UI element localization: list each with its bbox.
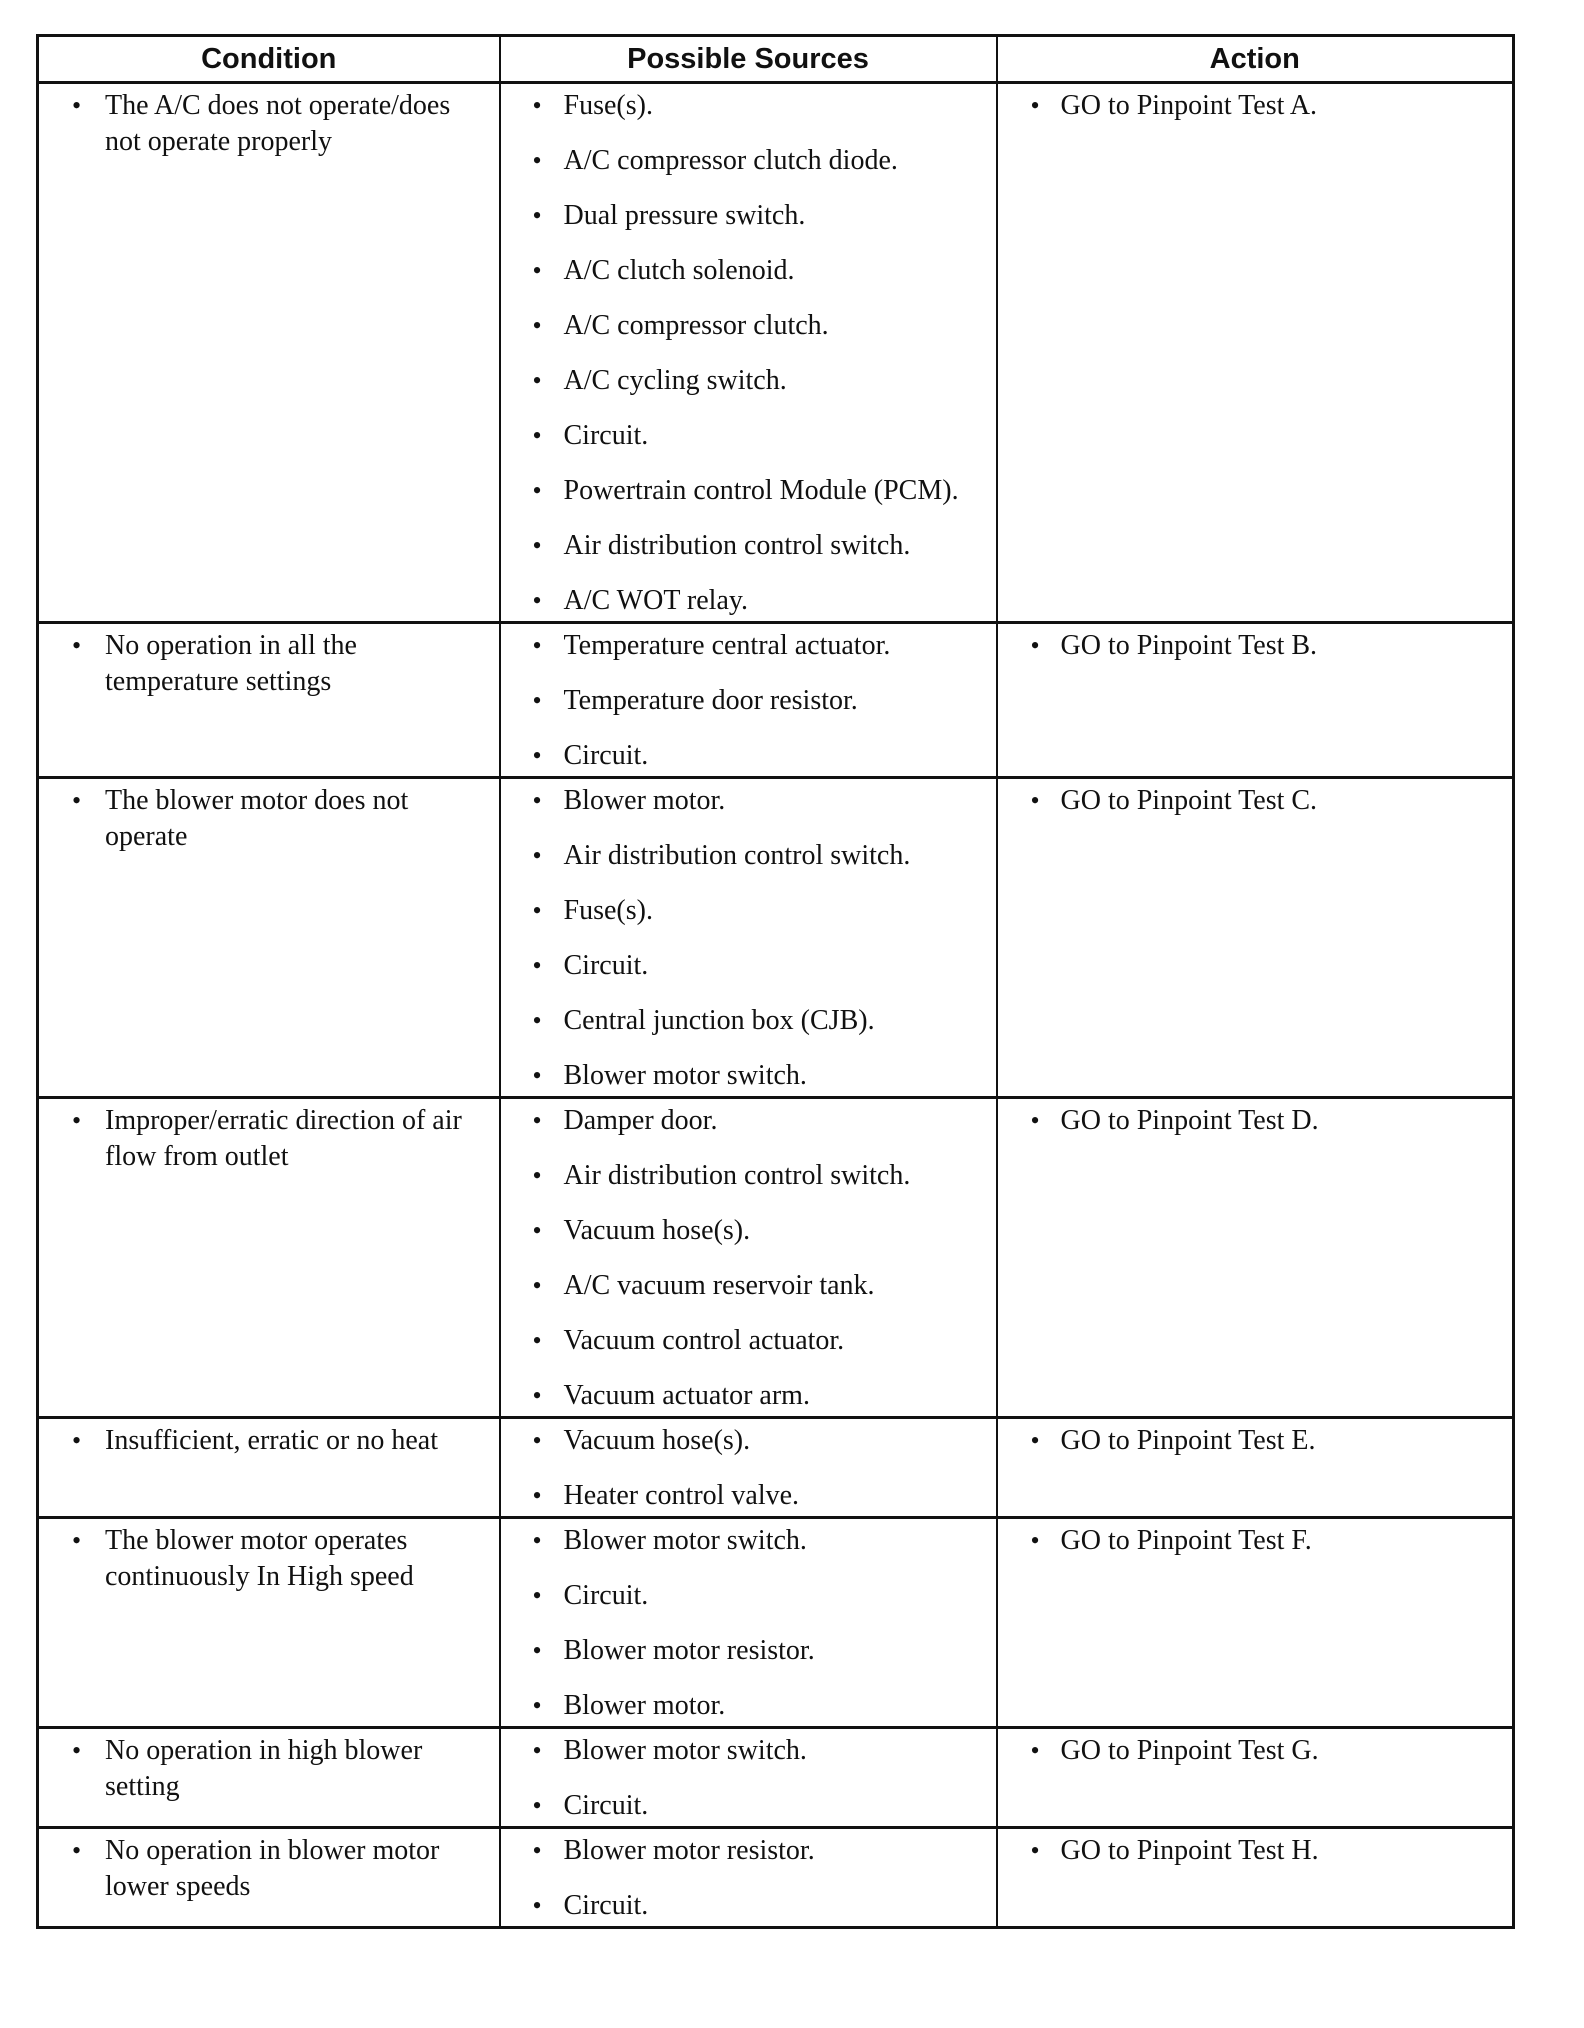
bullet-icon: • <box>1030 786 1040 815</box>
source-text: Temperature door resistor. <box>563 685 858 716</box>
table-header-row <box>38 36 1514 83</box>
condition-list <box>39 84 499 160</box>
source-item <box>501 1833 986 1869</box>
table-row <box>38 83 1514 623</box>
source-text: Blower motor resistor. <box>563 1635 815 1666</box>
action-item <box>998 1523 1503 1559</box>
source-item <box>501 1213 986 1249</box>
action-item <box>998 628 1503 664</box>
source-text: Central junction box (CJB). <box>563 1005 875 1036</box>
condition-cell <box>38 1728 500 1828</box>
condition-item <box>39 1423 487 1459</box>
bullet-icon: • <box>1030 1426 1040 1455</box>
bullet-icon: • <box>532 256 542 285</box>
condition-cell <box>38 83 500 623</box>
action-cell <box>997 623 1514 778</box>
table-row <box>38 1828 1514 1928</box>
header-possible-sources: Possible Sources <box>500 36 997 83</box>
action-item <box>998 1103 1503 1139</box>
bullet-icon: • <box>532 951 542 980</box>
action-list <box>998 779 1513 819</box>
diagnosis-table-container <box>36 34 1512 1929</box>
possible-sources-list <box>501 624 996 776</box>
source-item <box>501 1733 986 1769</box>
bullet-icon: • <box>532 1006 542 1035</box>
action-list <box>998 1099 1513 1139</box>
source-text: Heater control valve. <box>563 1480 800 1511</box>
condition-text: Insufficient, erratic or no heat <box>105 1425 439 1456</box>
condition-item <box>39 1523 487 1595</box>
bullet-icon: • <box>532 786 542 815</box>
bullet-icon: • <box>1030 631 1040 660</box>
action-item <box>998 1423 1503 1459</box>
bullet-icon: • <box>532 841 542 870</box>
source-item <box>501 1523 986 1559</box>
bullet-icon: • <box>72 1106 82 1135</box>
bullet-icon: • <box>1030 1836 1040 1865</box>
bullet-icon: • <box>1030 1736 1040 1765</box>
source-item <box>501 1633 986 1669</box>
action-item <box>998 1833 1503 1869</box>
bullet-icon: • <box>532 311 542 340</box>
condition-list <box>39 624 499 700</box>
source-text: Air distribution control switch. <box>563 1160 911 1191</box>
action-list <box>998 1829 1513 1869</box>
table-body <box>38 83 1514 1928</box>
condition-cell <box>38 1518 500 1728</box>
source-text: Blower motor switch. <box>563 1735 807 1766</box>
header-action: Action <box>997 36 1514 83</box>
action-list <box>998 624 1513 664</box>
source-item <box>501 583 986 619</box>
table-row <box>38 1518 1514 1728</box>
source-text: Blower motor switch. <box>563 1060 807 1091</box>
source-text: Blower motor switch. <box>563 1525 807 1556</box>
bullet-icon: • <box>532 1426 542 1455</box>
bullet-icon: • <box>532 1061 542 1090</box>
action-cell <box>997 1828 1514 1928</box>
source-item <box>501 253 986 289</box>
source-text: Circuit. <box>563 1790 649 1821</box>
action-text: GO to Pinpoint Test F. <box>1060 1525 1312 1556</box>
condition-item <box>39 628 487 700</box>
source-text: Air distribution control switch. <box>563 530 911 561</box>
source-text: A/C WOT relay. <box>563 585 749 616</box>
possible-sources-list <box>501 1099 996 1416</box>
bullet-icon: • <box>532 686 542 715</box>
condition-cell <box>38 1098 500 1418</box>
source-item <box>501 1103 986 1139</box>
action-text: GO to Pinpoint Test A. <box>1060 90 1318 121</box>
source-item <box>501 948 986 984</box>
source-text: Dual pressure switch. <box>563 200 806 231</box>
bullet-icon: • <box>532 91 542 120</box>
source-text: Damper door. <box>563 1105 718 1136</box>
condition-item <box>39 88 487 160</box>
bullet-icon: • <box>532 1381 542 1410</box>
header-condition: Condition <box>38 36 500 83</box>
bullet-icon: • <box>532 1526 542 1555</box>
condition-text: Improper/erratic direction of air flow from outlet <box>105 1105 462 1172</box>
source-text: Air distribution control switch. <box>563 840 911 871</box>
condition-list <box>39 1099 499 1175</box>
possible-sources-cell <box>500 1518 997 1728</box>
source-text: Fuse(s). <box>563 90 653 121</box>
action-cell <box>997 83 1514 623</box>
possible-sources-list <box>501 1519 996 1726</box>
source-text: Vacuum control actuator. <box>563 1325 845 1356</box>
bullet-icon: • <box>72 1526 82 1555</box>
possible-sources-list <box>501 1829 996 1926</box>
bullet-icon: • <box>1030 1526 1040 1555</box>
bullet-icon: • <box>532 1581 542 1610</box>
bullet-icon: • <box>532 1481 542 1510</box>
source-text: Temperature central actuator. <box>563 630 891 661</box>
condition-item <box>39 1833 487 1905</box>
bullet-icon: • <box>532 896 542 925</box>
source-item <box>501 198 986 234</box>
bullet-icon: • <box>532 1216 542 1245</box>
condition-list <box>39 1519 499 1595</box>
source-text: A/C clutch solenoid. <box>563 255 795 286</box>
bullet-icon: • <box>532 1791 542 1820</box>
source-text: A/C compressor clutch. <box>563 310 829 341</box>
bullet-icon: • <box>532 586 542 615</box>
condition-item <box>39 1103 487 1175</box>
bullet-icon: • <box>532 1636 542 1665</box>
bullet-icon: • <box>72 631 82 660</box>
action-list <box>998 1419 1513 1459</box>
bullet-icon: • <box>532 1836 542 1865</box>
condition-text: The blower motor does not operate <box>105 785 409 852</box>
action-text: GO to Pinpoint Test G. <box>1060 1735 1319 1766</box>
source-item <box>501 1478 986 1514</box>
source-item <box>501 143 986 179</box>
source-text: Circuit. <box>563 950 649 981</box>
action-item <box>998 1733 1503 1769</box>
source-item <box>501 1058 986 1094</box>
possible-sources-list <box>501 84 996 621</box>
bullet-icon: • <box>72 91 82 120</box>
action-text: GO to Pinpoint Test C. <box>1060 785 1318 816</box>
source-item <box>501 1578 986 1614</box>
action-cell <box>997 778 1514 1098</box>
source-item <box>501 1003 986 1039</box>
bullet-icon: • <box>532 146 542 175</box>
source-item <box>501 738 986 774</box>
condition-text: No operation in all the temperature settings <box>105 630 357 697</box>
bullet-icon: • <box>532 631 542 660</box>
bullet-icon: • <box>1030 1106 1040 1135</box>
source-item <box>501 1888 986 1924</box>
source-text: Fuse(s). <box>563 895 653 926</box>
bullet-icon: • <box>532 1161 542 1190</box>
source-item <box>501 683 986 719</box>
bullet-icon: • <box>532 201 542 230</box>
action-text: GO to Pinpoint Test H. <box>1060 1835 1319 1866</box>
bullet-icon: • <box>532 741 542 770</box>
source-item <box>501 783 986 819</box>
source-item <box>501 418 986 454</box>
source-text: Circuit. <box>563 1890 649 1921</box>
condition-list <box>39 779 499 855</box>
possible-sources-cell <box>500 1828 997 1928</box>
bullet-icon: • <box>532 366 542 395</box>
action-cell <box>997 1098 1514 1418</box>
source-text: A/C compressor clutch diode. <box>563 145 898 176</box>
source-item <box>501 528 986 564</box>
bullet-icon: • <box>532 531 542 560</box>
action-item <box>998 783 1503 819</box>
source-item <box>501 363 986 399</box>
source-item <box>501 1268 986 1304</box>
condition-text: The blower motor operates continuously In High speed <box>105 1525 414 1592</box>
source-item <box>501 88 986 124</box>
source-text: Vacuum actuator arm. <box>563 1380 810 1411</box>
source-item <box>501 308 986 344</box>
condition-text: No operation in high blower setting <box>105 1735 423 1802</box>
condition-list <box>39 1419 499 1459</box>
action-text: GO to Pinpoint Test B. <box>1060 630 1318 661</box>
possible-sources-cell <box>500 778 997 1098</box>
action-cell <box>997 1518 1514 1728</box>
source-item <box>501 1158 986 1194</box>
source-text: Circuit. <box>563 740 649 771</box>
condition-cell <box>38 778 500 1098</box>
table-row <box>38 623 1514 778</box>
table-row <box>38 1418 1514 1518</box>
source-item <box>501 1423 986 1459</box>
action-cell <box>997 1728 1514 1828</box>
possible-sources-cell <box>500 83 997 623</box>
action-list <box>998 1519 1513 1559</box>
possible-sources-cell <box>500 623 997 778</box>
source-text: Blower motor. <box>563 785 726 816</box>
action-list <box>998 1729 1513 1769</box>
bullet-icon: • <box>72 1736 82 1765</box>
action-text: GO to Pinpoint Test E. <box>1060 1425 1316 1456</box>
source-item <box>501 628 986 664</box>
condition-item <box>39 783 487 855</box>
source-item <box>501 1688 986 1724</box>
possible-sources-cell <box>500 1098 997 1418</box>
source-item <box>501 893 986 929</box>
condition-cell <box>38 623 500 778</box>
source-text: Vacuum hose(s). <box>563 1215 751 1246</box>
source-text: Powertrain control Module (PCM). <box>563 475 959 506</box>
action-item <box>998 88 1503 124</box>
bullet-icon: • <box>72 1836 82 1865</box>
bullet-icon: • <box>532 1736 542 1765</box>
possible-sources-list <box>501 779 996 1096</box>
bullet-icon: • <box>532 1691 542 1720</box>
source-text: Circuit. <box>563 1580 649 1611</box>
source-item <box>501 838 986 874</box>
condition-list <box>39 1729 499 1805</box>
bullet-icon: • <box>532 421 542 450</box>
action-cell <box>997 1418 1514 1518</box>
source-text: Vacuum hose(s). <box>563 1425 751 1456</box>
source-item <box>501 473 986 509</box>
condition-cell <box>38 1828 500 1928</box>
source-item <box>501 1378 986 1414</box>
source-item <box>501 1323 986 1359</box>
bullet-icon: • <box>532 1891 542 1920</box>
table-row <box>38 1728 1514 1828</box>
bullet-icon: • <box>72 1426 82 1455</box>
action-list <box>998 84 1513 124</box>
action-text: GO to Pinpoint Test D. <box>1060 1105 1319 1136</box>
condition-cell <box>38 1418 500 1518</box>
possible-sources-list <box>501 1729 996 1826</box>
bullet-icon: • <box>532 1326 542 1355</box>
source-text: Circuit. <box>563 420 649 451</box>
condition-text: The A/C does not operate/does not operate properly <box>105 90 451 157</box>
table-row <box>38 778 1514 1098</box>
source-item <box>501 1788 986 1824</box>
source-text: A/C cycling switch. <box>563 365 787 396</box>
table-row <box>38 1098 1514 1418</box>
possible-sources-cell <box>500 1418 997 1518</box>
source-text: Blower motor. <box>563 1690 726 1721</box>
condition-list <box>39 1829 499 1905</box>
bullet-icon: • <box>532 1106 542 1135</box>
bullet-icon: • <box>1030 91 1040 120</box>
bullet-icon: • <box>532 1271 542 1300</box>
bullet-icon: • <box>72 786 82 815</box>
possible-sources-list <box>501 1419 996 1516</box>
condition-item <box>39 1733 487 1805</box>
condition-text: No operation in blower motor lower speeds <box>105 1835 440 1902</box>
possible-sources-cell <box>500 1728 997 1828</box>
source-text: A/C vacuum reservoir tank. <box>563 1270 875 1301</box>
source-text: Blower motor resistor. <box>563 1835 815 1866</box>
bullet-icon: • <box>532 476 542 505</box>
symptom-chart-table <box>36 34 1515 1929</box>
